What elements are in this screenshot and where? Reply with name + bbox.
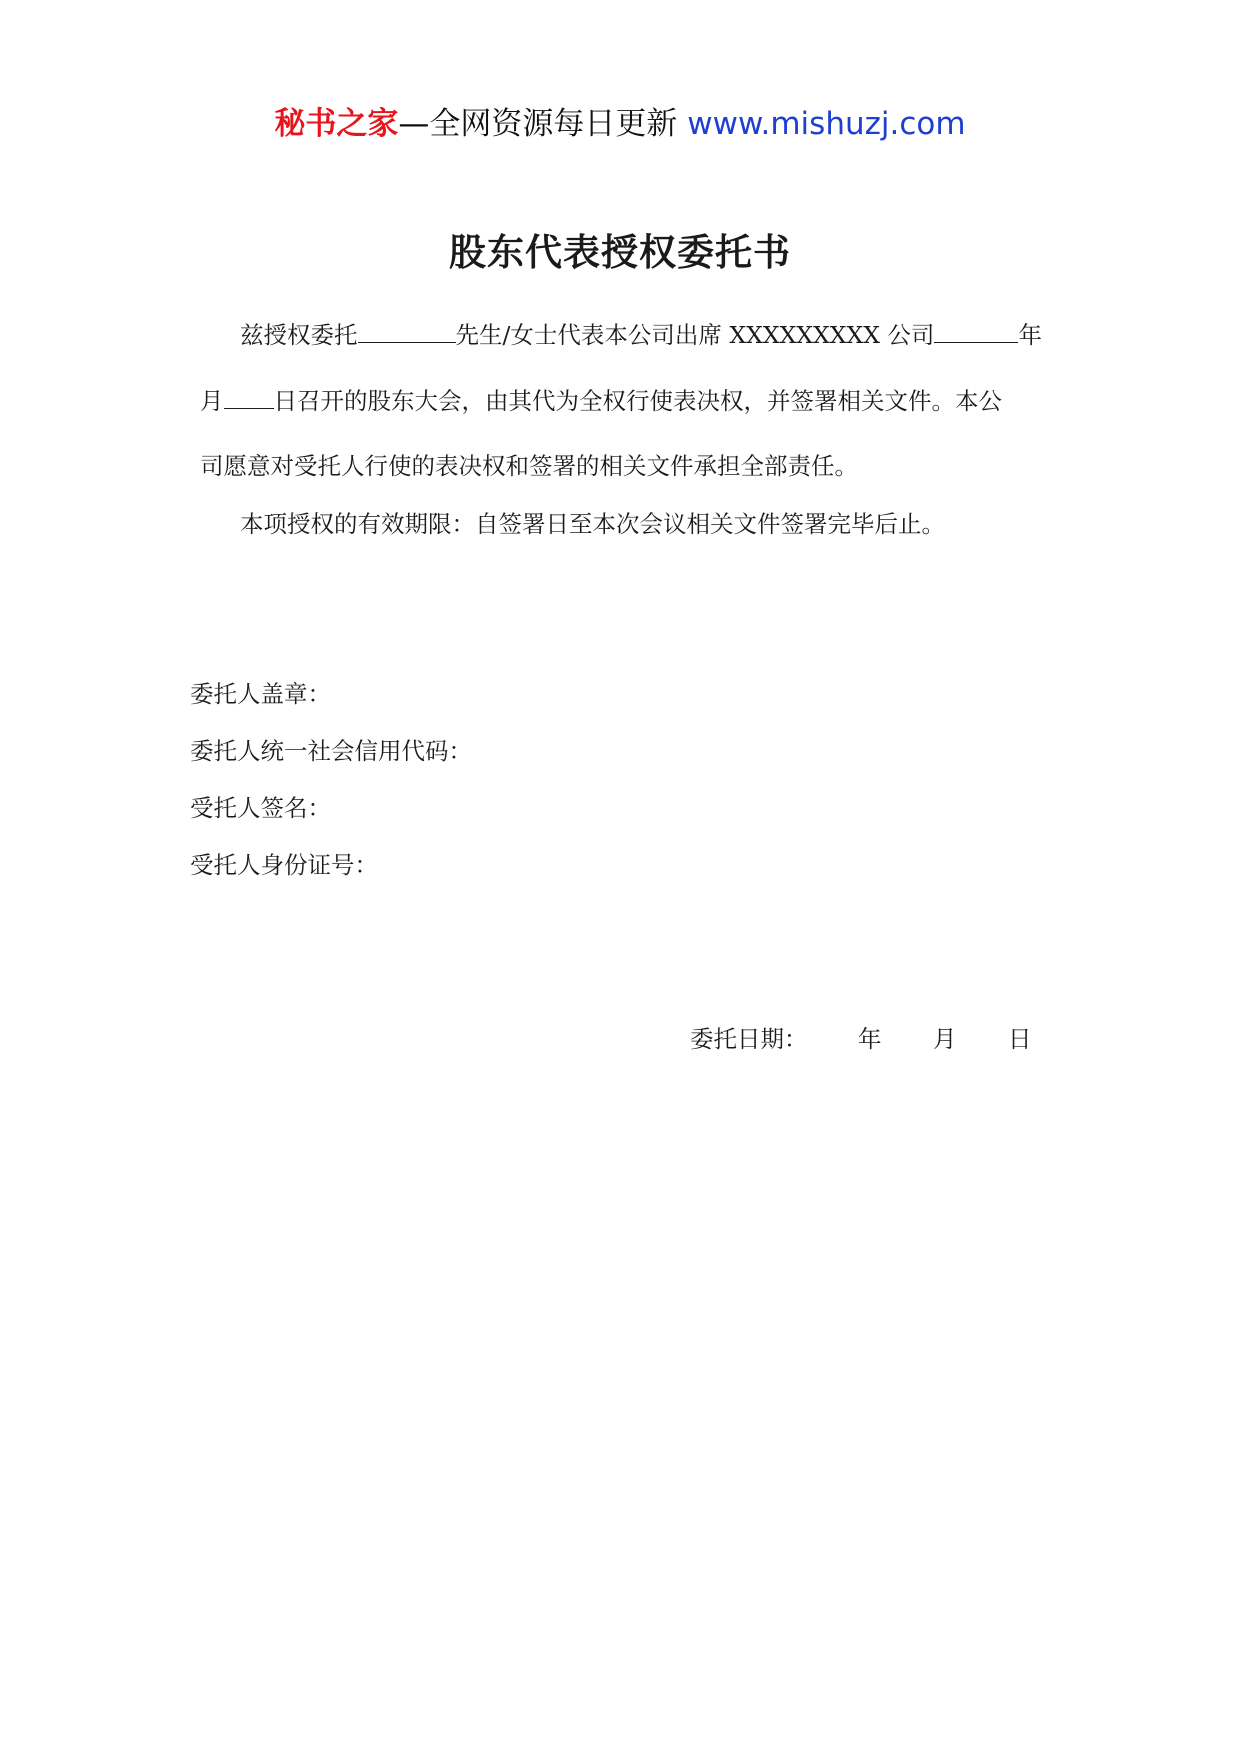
site-url-link[interactable]: www.mishuzj.com: [687, 106, 966, 142]
principal-credit-code-label: 委托人统一社会信用代码：: [190, 737, 472, 765]
agent-signature-label: 受托人签名：: [190, 794, 331, 822]
date-label: 委托日期：: [690, 1025, 808, 1053]
text-segment: 年: [1018, 321, 1042, 349]
site-slogan: —全网资源每日更新: [398, 106, 688, 142]
date-year: 年: [858, 1025, 882, 1053]
paragraph-2: 本项授权的有效期限：自签署日至本次会议相关文件签署完毕后止。: [240, 510, 945, 538]
year-blank[interactable]: [934, 316, 1018, 343]
paragraph-1-line-2: [200, 382, 1060, 420]
authorization-date: [690, 1021, 1032, 1057]
document-title: 股东代表授权委托书: [449, 231, 791, 274]
principal-seal-label: 委托人盖章：: [190, 680, 331, 708]
agent-name-blank[interactable]: [358, 316, 456, 343]
site-header: [0, 102, 1240, 146]
text-segment: 先生/女士代表本公司出席 XXXXXXXXX 公司: [455, 321, 935, 349]
text-segment: 日召开的股东大会，由其代为全权行使表决权，并签署相关文件。本公: [273, 387, 1002, 415]
paragraph-1-line-3: 司愿意对受托人行使的表决权和签署的相关文件承担全部责任。: [200, 452, 858, 480]
date-month: 月: [933, 1025, 957, 1053]
date-day: 日: [1008, 1025, 1032, 1053]
month-blank[interactable]: [224, 382, 274, 409]
text-segment: 月: [200, 387, 224, 415]
site-brand: 秘书之家: [274, 106, 399, 142]
paragraph-1-line-1: [200, 316, 1100, 354]
agent-id-number-label: 受托人身份证号：: [190, 851, 378, 879]
text-segment: 兹授权委托: [240, 321, 358, 349]
